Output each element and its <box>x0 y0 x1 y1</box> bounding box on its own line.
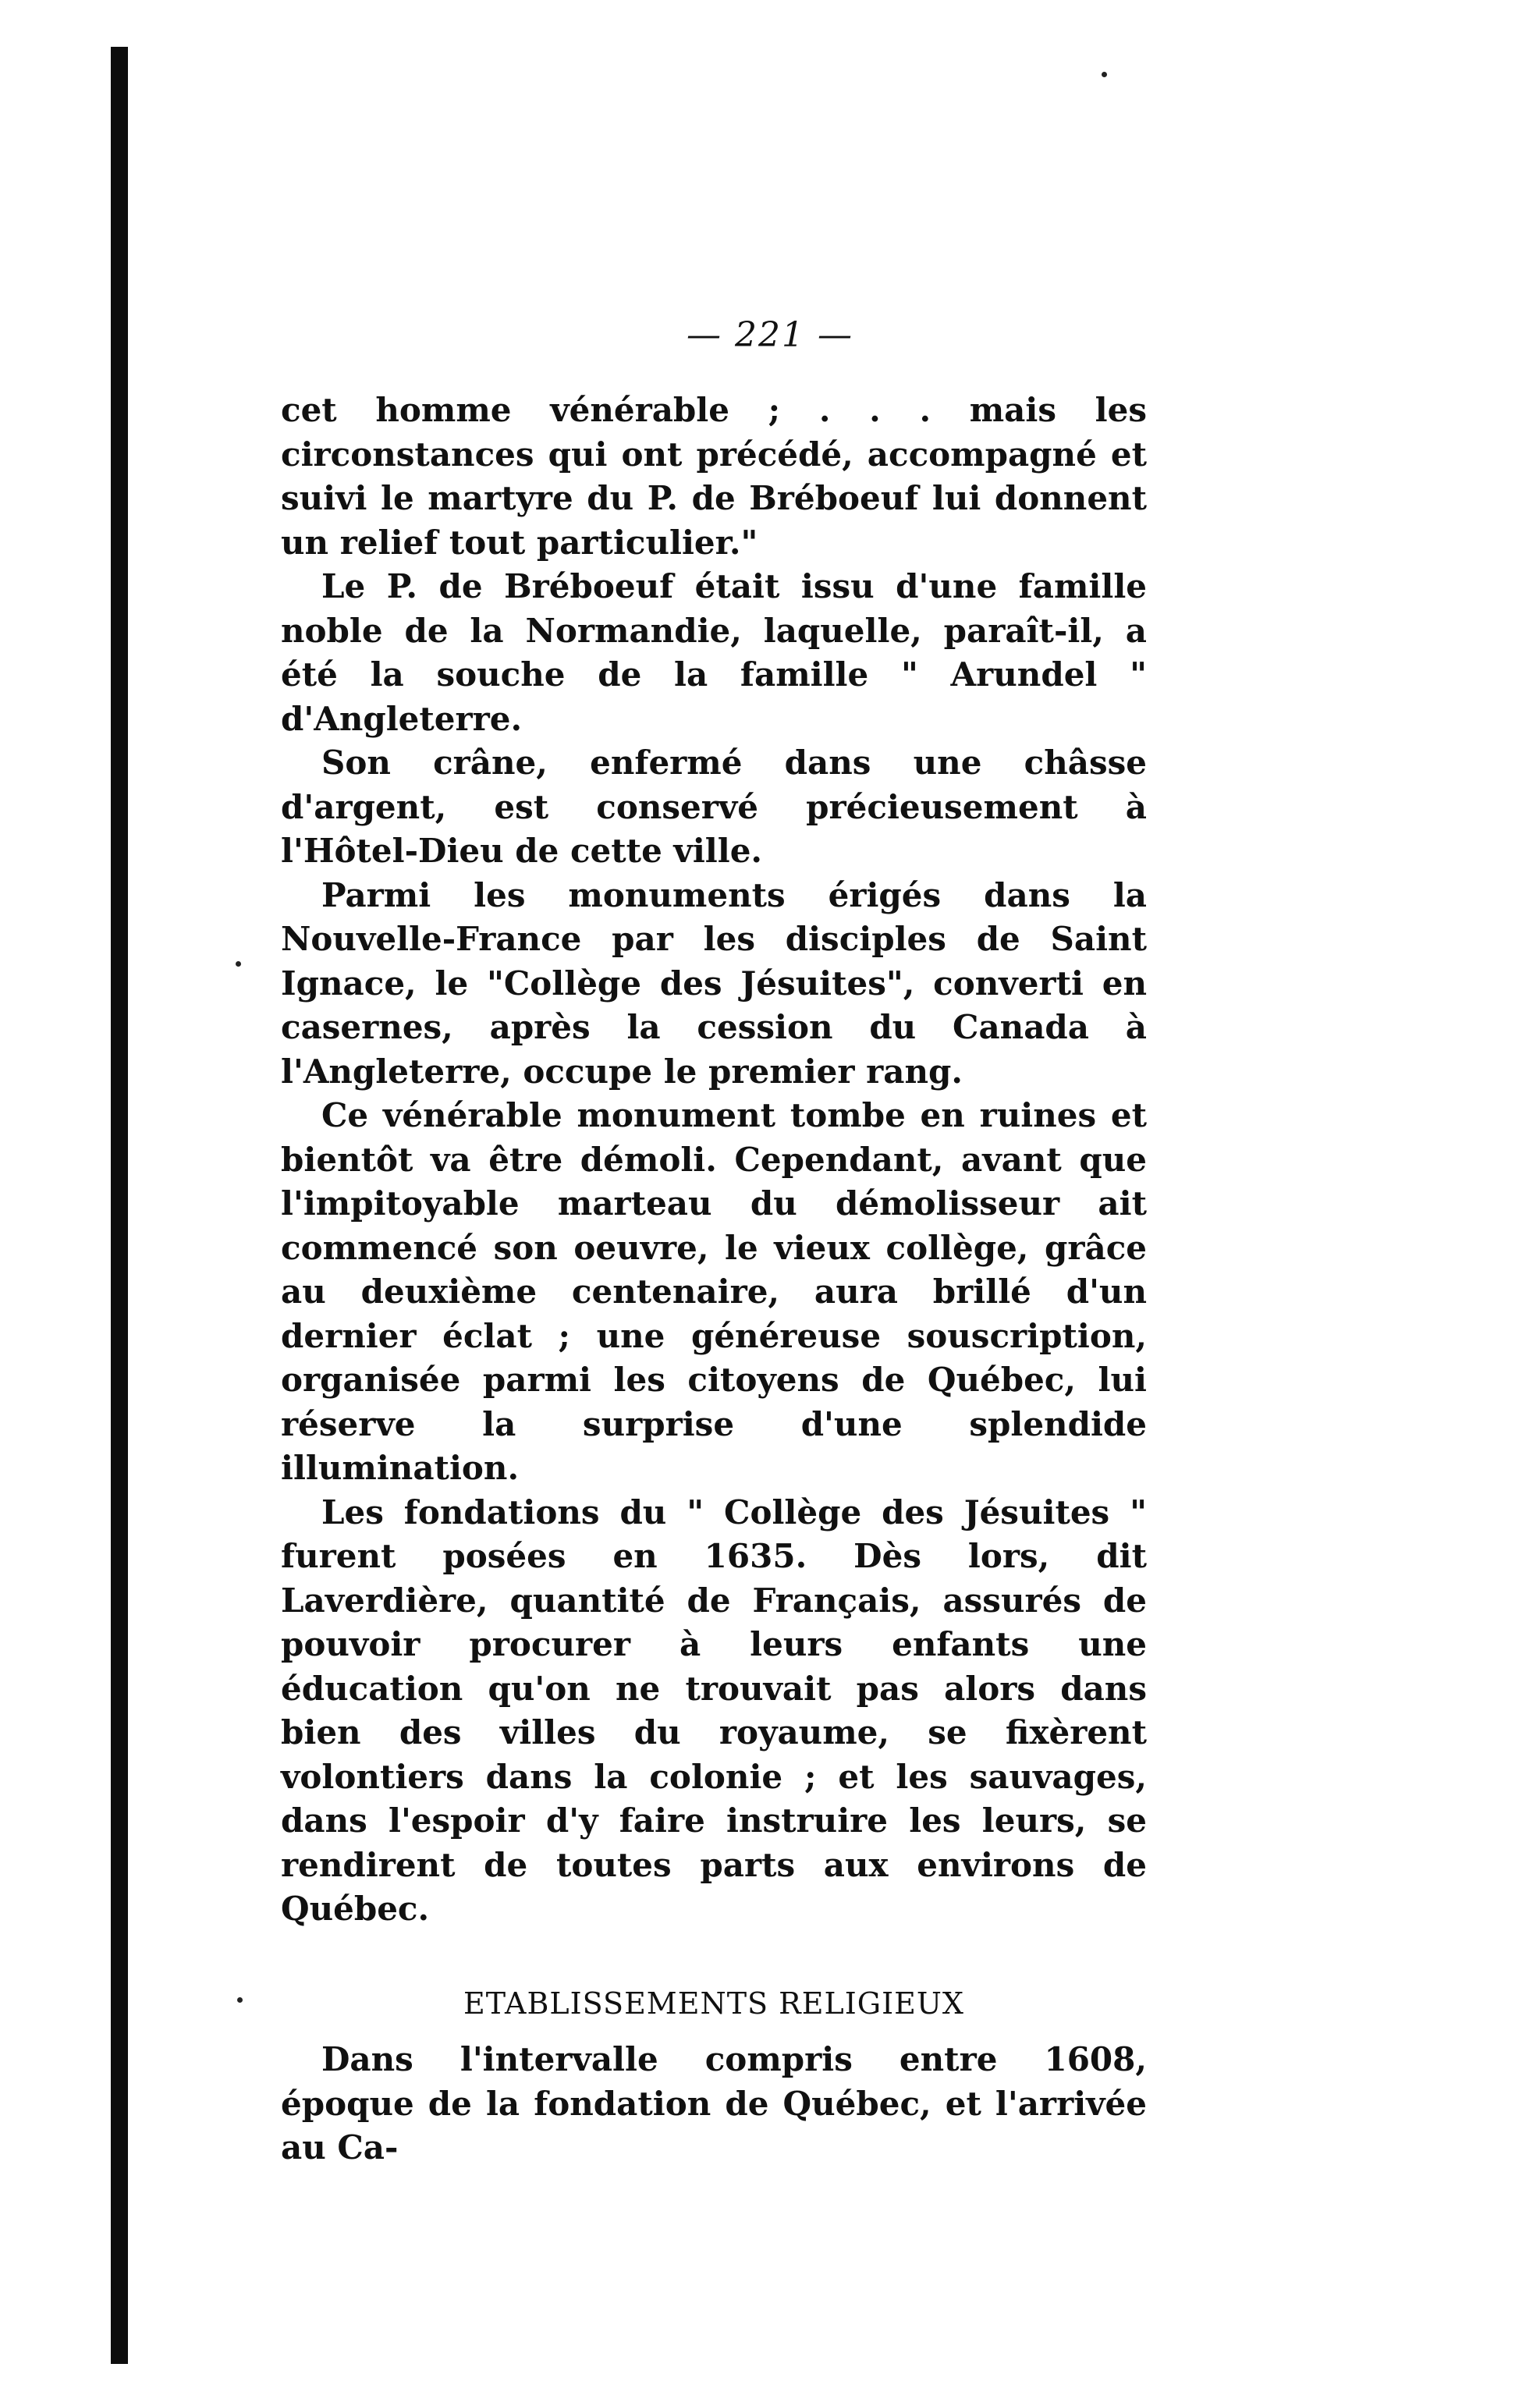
paragraph-5: Ce vénérable monument tombe en ruines et bientôt va être démoli. Cependant, avant que l'impitoyable marteau du démolisseur ait commencé son oeuvre, le vieux collège, grâce au deuxième centenaire, aura brillé d'un dernier éclat ; une généreuse souscription, organisée parmi les citoyens de Québec, lui réserve la surprise d'une splendide illumination. <box>281 1096 1147 1487</box>
ink-speck <box>236 961 241 967</box>
ink-speck <box>237 1997 243 2003</box>
paragraph-3: Son crâne, enfermé dans une châsse d'argent, est conservé précieusement à l'Hôtel-Dieu de cette ville. <box>281 744 1147 870</box>
paragraph-4: Parmi les monuments érigés dans la Nouvelle-France par les disciples de Saint Ignace, le "Collège des Jésuites", converti en casernes, après la cession du Canada à l'Angleterre, occupe le premier rang. <box>281 875 1147 1091</box>
section-paragraph: Dans l'intervalle compris entre 1608, époque de la fondation de Québec, et l'arrivée au Ca- <box>281 2040 1147 2167</box>
body-text <box>281 389 1147 2170</box>
paragraph-6: Les fondations du " Collège des Jésuites " furent posées en 1635. Dès lors, dit Laverdière, quantité de Français, assurés de pouvoir procurer à leurs enfants une éducation qu'on ne trouvait pas alors dans bien des villes du royaume, se fixèrent volontiers dans la colonie ; et les sauvages, dans l'espoir d'y faire instruire les leurs, se rendirent de toutes parts aux environs de Québec. <box>281 1492 1147 1928</box>
binding-edge <box>111 47 128 2364</box>
paragraph-2: Le P. de Bréboeuf était issu d'une famille noble de la Normandie, laquelle, paraît-il, a été la souche de la famille " Arundel " d'Angleterre. <box>281 567 1147 738</box>
section-heading: ETABLISSEMENTS RELIGIEUX <box>463 1986 964 2021</box>
ink-speck <box>1102 72 1107 77</box>
paragraph-1: cet homme vénérable ; . . . mais les circonstances qui ont précédé, accompagné et suivi le martyre du P. de Bréboeuf lui donnent un relief tout particulier." <box>281 391 1147 562</box>
page-number: — 221 — <box>687 315 853 355</box>
